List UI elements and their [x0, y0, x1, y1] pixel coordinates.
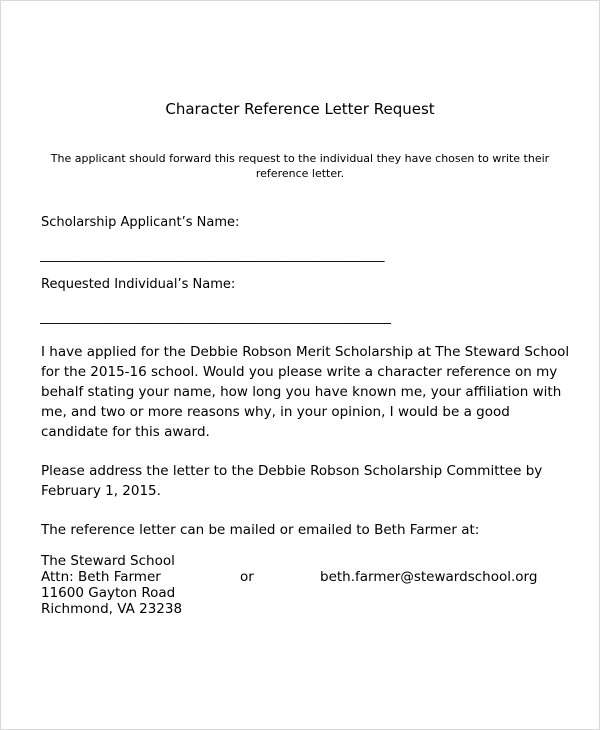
request-paragraph: I have applied for the Debbie Robson Merit Scholarship at The Steward School for the 2015-16 school. Would you please write a character reference on my behalf stating your name, how long you have known me, your affiliation with me, and two or more reasons why, in your opinion, I would be a good candidate for this award. [41, 344, 570, 440]
applicant-name-label: Scholarship Applicant’s Name: [41, 215, 240, 230]
address-street: 11600 Gayton Road [41, 585, 176, 601]
address-school: The Steward School [41, 553, 175, 569]
requested-individual-line: ______________________________________________________ [40, 310, 391, 325]
mailing-paragraph: The reference letter can be mailed or emailed to Beth Farmer at: [41, 522, 480, 538]
address-attn: Attn: Beth Farmer [41, 569, 161, 585]
requested-individual-label: Requested Individual’s Name: [41, 277, 236, 292]
applicant-name-line: _____________________________________________________ [40, 248, 385, 263]
address-or: or [240, 569, 254, 585]
instruction-note: The applicant should forward this request to the individual they have chosen to write their reference letter. [50, 152, 550, 180]
contact-email: beth.farmer@stewardschool.org [320, 569, 538, 585]
page-title: Character Reference Letter Request [165, 100, 435, 118]
address-city: Richmond, VA 23238 [41, 601, 183, 617]
deadline-paragraph: Please address the letter to the Debbie Robson Scholarship Committee by February 1, 2015. [41, 463, 543, 499]
